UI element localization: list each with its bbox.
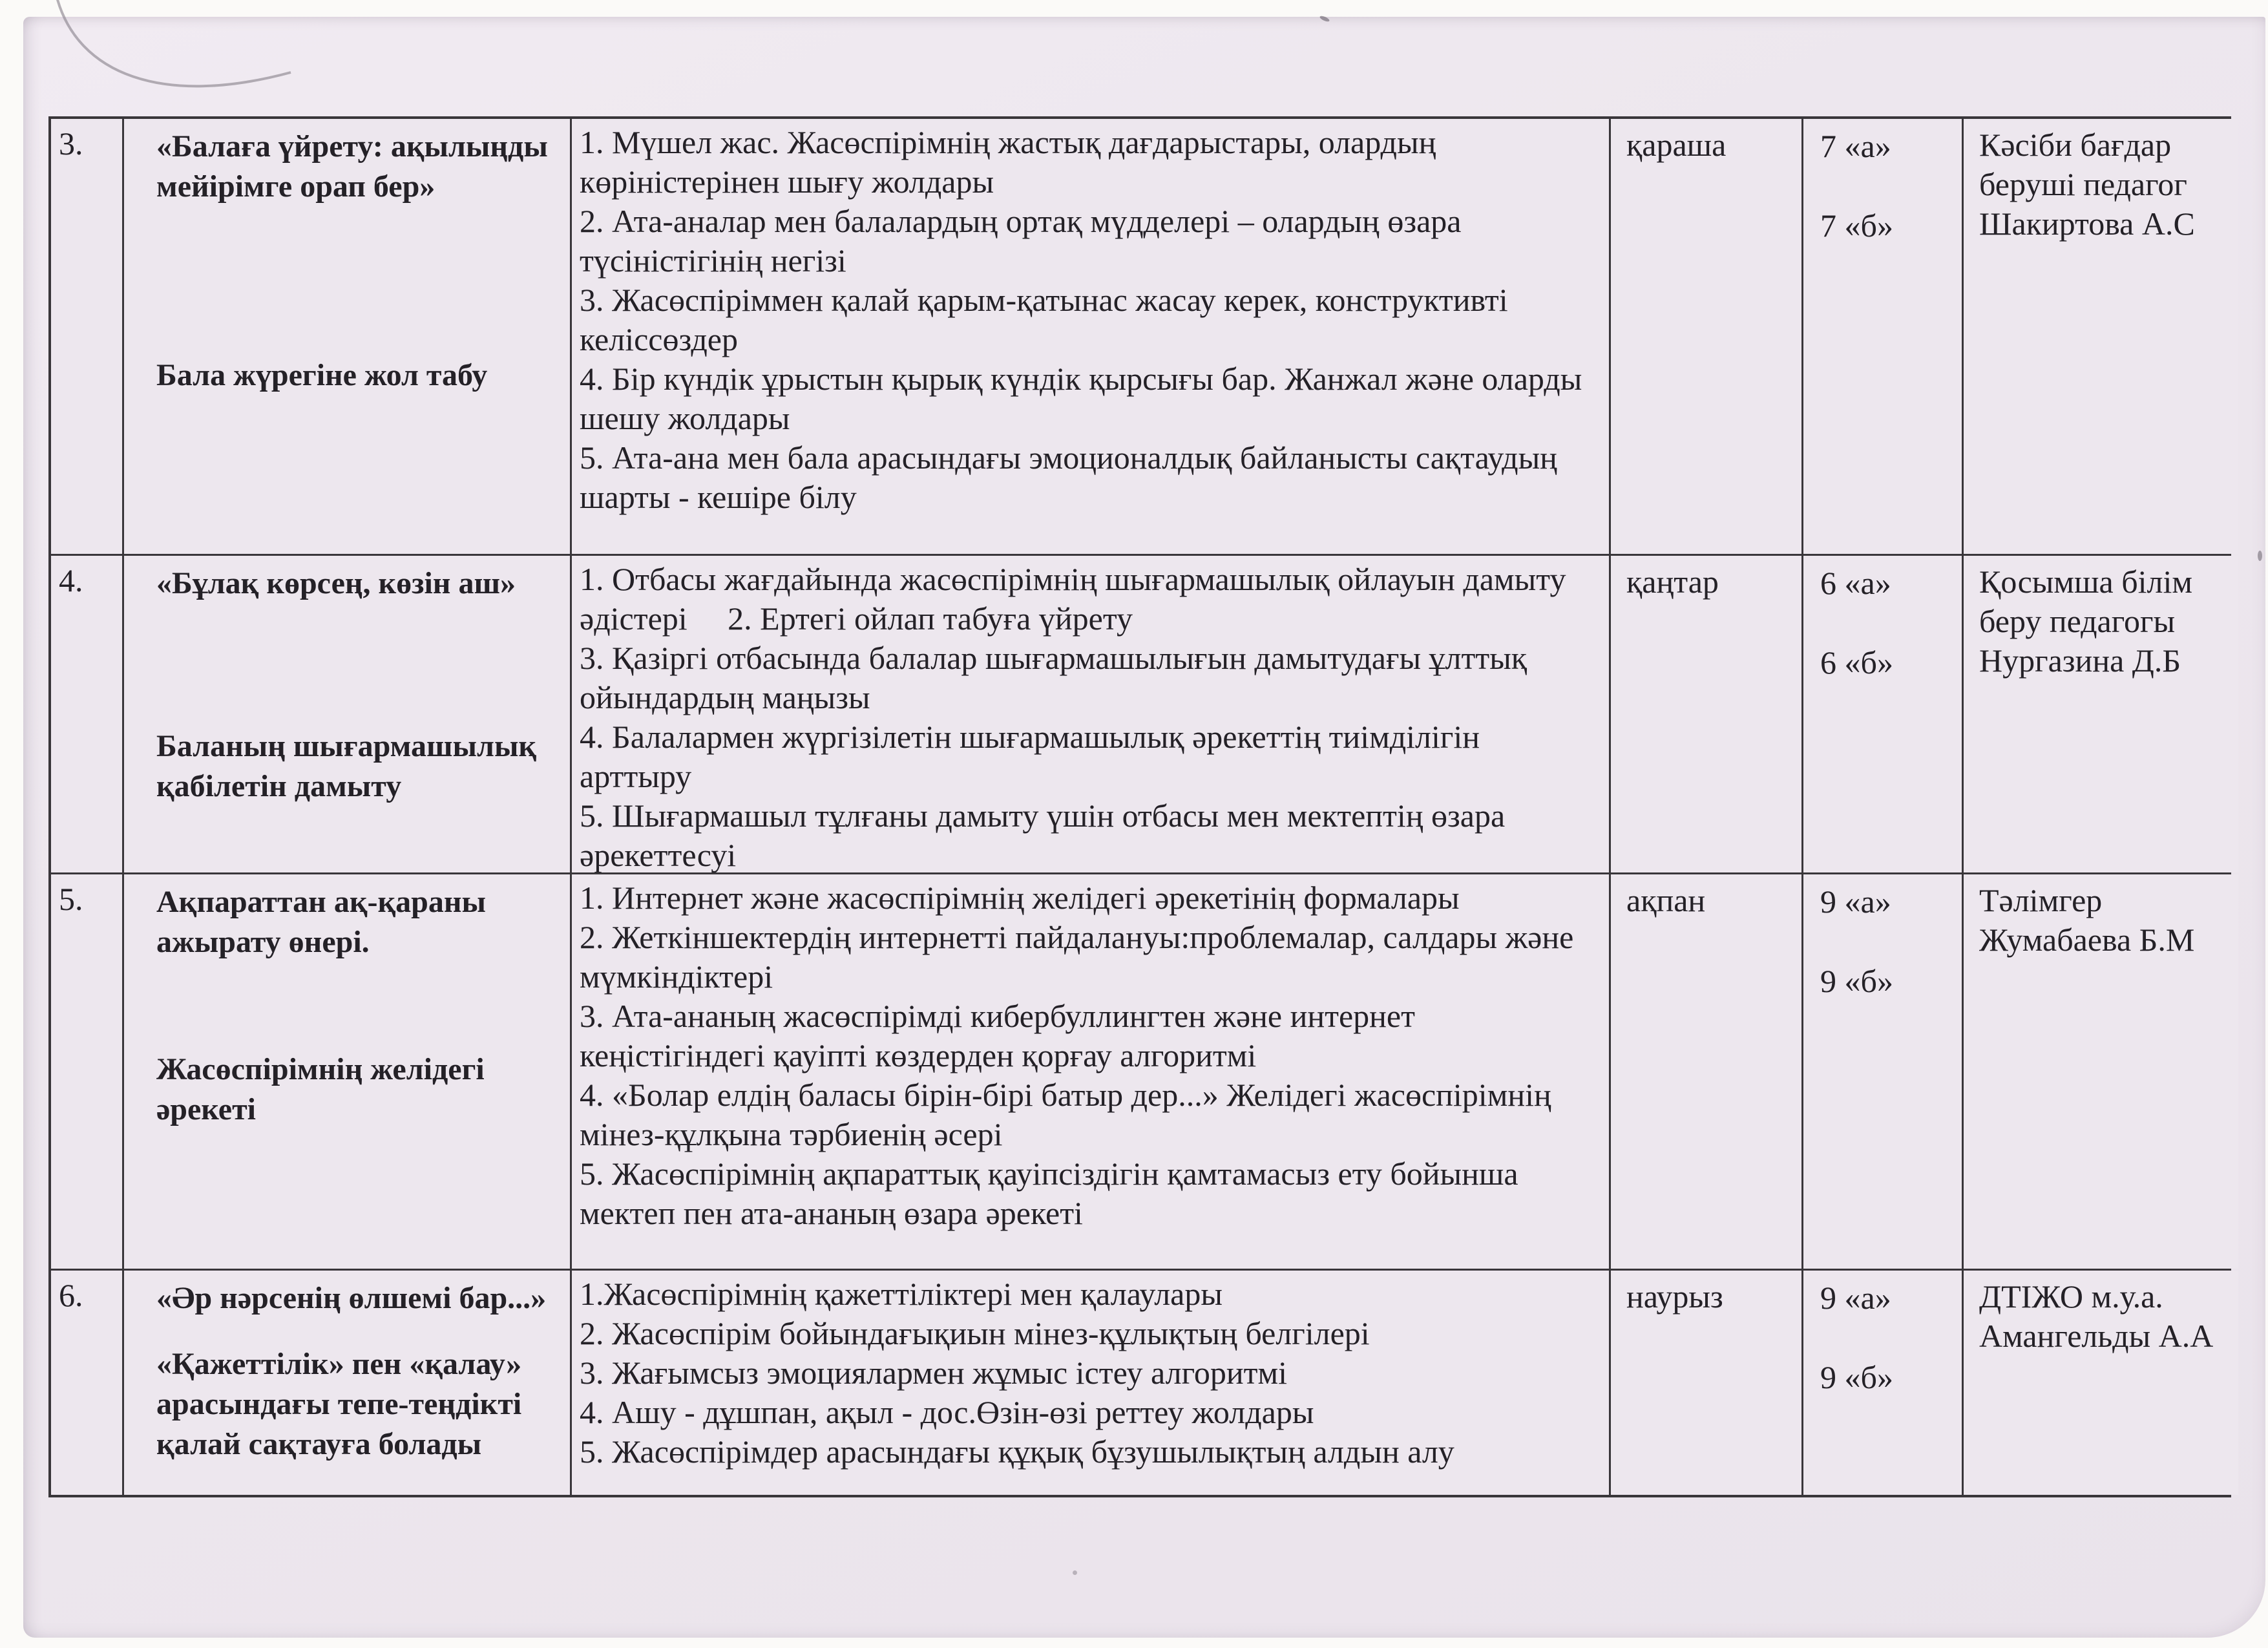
responsible-cell: Тәлімгер Жумабаева Б.М <box>1964 874 2238 1269</box>
content-item: 5. Ата-ана мен бала арасындағы эмоционалдық байланысты сақтаудың шарты - кешіре білу <box>580 439 1566 515</box>
row-number: 6. <box>51 1271 122 1495</box>
content-item: 1. Мүшел жас. Жасөспірімнің жастық дағдарыстары, олардың көріністерінен шығу жолдары <box>580 124 1444 200</box>
content-cell <box>572 874 1609 1269</box>
topic-title: Ақпараттан ақ-қараны ажырату өнері. <box>156 885 486 959</box>
class-cell <box>1803 874 1962 1269</box>
parent-education-plan-table <box>48 116 2231 1497</box>
content-item: 1.Жасөспірімнің қажеттіліктері мен қалаулары <box>580 1276 1223 1312</box>
month-cell: наурыз <box>1611 1271 1801 1495</box>
month-cell: қаңтар <box>1611 556 1801 872</box>
content-item: 4. Бір күндік ұрыстын қырық күндік қырсығы бар. Жанжал және оларды шешу жолдары <box>580 361 1590 436</box>
class-label: 7 «а» <box>1820 128 1891 164</box>
content-item: 4. «Болар елдің баласы бірін-бірі батыр дер...» Желідегі жасөспірімнің мінез-құлқына тәрбиенің әсері <box>580 1077 1560 1152</box>
topic-title: «Әр нәрсенің өлшемі бар...» <box>156 1281 547 1315</box>
content-item: 5. Жасөспірімдер арасындағы құқық бұзушылықтың алдын алу <box>580 1433 1454 1470</box>
topic-cell <box>124 1271 570 1495</box>
content-item: 3. Ата-ананың жасөспірімді кибербуллингтен және интернет кеңістігіндегі қауіпті көздерден қорғау алгоритмі <box>580 998 1423 1073</box>
row-number: 5. <box>51 874 122 1269</box>
responsible-cell: ДТІЖО м.у.а. Амангельды А.А <box>1964 1271 2238 1495</box>
month-cell: ақпан <box>1611 874 1801 1269</box>
responsible-cell: Қосымша білім беру педагогы Нургазина Д.Б <box>1964 556 2238 872</box>
class-label: 9 «а» <box>1820 1280 1891 1316</box>
class-label: 9 «б» <box>1820 1359 1893 1395</box>
content-item: 5. Жасөспірімнің ақпараттық қауіпсіздігін қамтамасыз ету бойынша мектеп пен ата-ананың өзара әрекеті <box>580 1156 1527 1231</box>
content-item: 3. Жасөспіріммен қалай қарым-қатынас жасау керек, конструктивті келіссөздер <box>580 282 1517 357</box>
content-item: 5. Шығармашыл тұлғаны дамыту үшін отбасы мен мектептің өзара әрекеттесуі <box>580 798 1513 872</box>
content-cell <box>572 556 1609 872</box>
content-cell <box>572 1271 1609 1495</box>
topic-subtitle: «Қажеттілік» пен «қалау» арасындағы тепе-теңдікті қалай сақтауға болады <box>156 1347 522 1461</box>
class-label: 9 «б» <box>1820 963 1893 999</box>
class-cell <box>1803 119 1962 554</box>
topic-subtitle: Бала жүрегіне жол табу <box>156 358 488 392</box>
content-item: 2. Жеткіншектердің интернетті пайдалануы:проблемалар, салдары және мүмкіндіктері <box>580 919 1582 995</box>
class-cell <box>1803 1271 1962 1495</box>
content-item: 3. Қазіргі отбасында балалар шығармашылығын дамытудағы ұлттық ойындардың маңызы <box>580 640 1535 715</box>
topic-subtitle: Жасөспірімнің желідегі әрекеті <box>156 1052 485 1126</box>
topic-cell <box>124 119 570 554</box>
content-item: 4. Балалармен жүргізілетін шығармашылық әрекеттің тиімділігін арттыру <box>580 719 1488 794</box>
content-item: 2. Жасөспірім бойындағықиын мінез-құлықтың белгілері <box>580 1315 1370 1351</box>
class-label: 6 «а» <box>1820 565 1891 601</box>
class-label: 9 «а» <box>1820 883 1891 920</box>
row-number: 4. <box>51 556 122 872</box>
content-item: 3. Жағымсыз эмоциялармен жұмыс істеу алгоритмі <box>580 1355 1288 1391</box>
topic-subtitle: Баланың шығармашылық қабілетін дамыту <box>156 729 537 803</box>
content-item: 1. Интернет және жасөспірімнің желідегі әрекетінің формалары <box>580 880 1460 916</box>
month-cell: қараша <box>1611 119 1801 554</box>
topic-cell <box>124 556 570 872</box>
content-cell <box>572 119 1609 554</box>
class-label: 6 «б» <box>1820 644 1893 681</box>
scan-speck <box>2258 551 2262 561</box>
row-number: 3. <box>51 119 122 554</box>
topic-title: «Балаға үйрету: ақылыңды мейірімге орап бер» <box>156 129 548 204</box>
responsible-cell: Кәсіби бағдар беруші педагог Шакиртова А.С <box>1964 119 2238 554</box>
topic-title: «Бұлақ көрсең, көзін аш» <box>156 566 516 600</box>
content-item: 4. Ашу - дұшпан, ақыл - дос.Өзін-өзі реттеу жолдары <box>580 1394 1314 1430</box>
class-label: 7 «б» <box>1820 207 1893 244</box>
content-item: 2. Ата-аналар мен балалардың ортақ мүдделері – олардың өзара түсіністігінің негізі <box>580 203 1469 279</box>
class-cell <box>1803 556 1962 872</box>
scan-speck <box>1073 1570 1077 1575</box>
topic-cell <box>124 874 570 1269</box>
content-item: 1. Отбасы жағдайында жасөспірімнің шығармашылық ойлауын дамыту әдістері 2. Ертегі ойлап табуға үйрету <box>580 561 1574 637</box>
